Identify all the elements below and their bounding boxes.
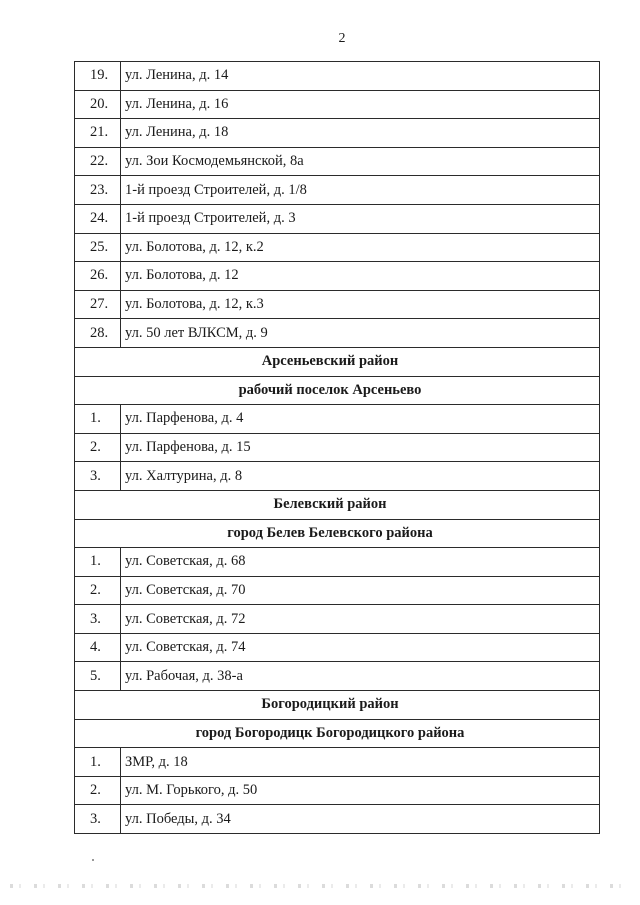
scan-speck <box>92 859 94 861</box>
address-cell: ул. Парфенова, д. 15 <box>121 433 600 462</box>
address-cell: ул. Зои Космодемьянской, 8а <box>121 147 600 176</box>
row-number: 1. <box>75 748 121 777</box>
row-number: 2. <box>75 776 121 805</box>
section-heading: Арсеньевский район <box>75 347 600 376</box>
table-row <box>75 576 600 605</box>
address-cell: ул. Рабочая, д. 38-а <box>121 662 600 691</box>
address-cell: ул. М. Горького, д. 50 <box>121 776 600 805</box>
table-row <box>75 605 600 634</box>
table-row <box>75 805 600 834</box>
row-number: 2. <box>75 433 121 462</box>
row-number: 3. <box>75 805 121 834</box>
table-row <box>75 433 600 462</box>
address-cell: ул. Парфенова, д. 4 <box>121 405 600 434</box>
section-heading-row <box>75 347 600 376</box>
table-row <box>75 776 600 805</box>
row-number: 27. <box>75 290 121 319</box>
row-number: 5. <box>75 662 121 691</box>
section-heading-row <box>75 519 600 548</box>
row-number: 4. <box>75 633 121 662</box>
table-row <box>75 662 600 691</box>
row-number: 23. <box>75 176 121 205</box>
table-row <box>75 176 600 205</box>
section-heading-row <box>75 719 600 748</box>
table-row <box>75 62 600 91</box>
row-number: 21. <box>75 119 121 148</box>
table-row <box>75 262 600 291</box>
row-number: 3. <box>75 605 121 634</box>
row-number: 28. <box>75 319 121 348</box>
address-cell: ул. Болотова, д. 12, к.3 <box>121 290 600 319</box>
section-heading: Богородицкий район <box>75 691 600 720</box>
address-cell: ул. Болотова, д. 12 <box>121 262 600 291</box>
address-table-body <box>75 62 600 834</box>
row-number: 20. <box>75 90 121 119</box>
table-row <box>75 119 600 148</box>
address-cell: 1-й проезд Строителей, д. 1/8 <box>121 176 600 205</box>
address-cell: ул. Советская, д. 72 <box>121 605 600 634</box>
section-heading: рабочий поселок Арсеньево <box>75 376 600 405</box>
table-row <box>75 462 600 491</box>
table-row <box>75 319 600 348</box>
address-cell: ул. Болотова, д. 12, к.2 <box>121 233 600 262</box>
table-row <box>75 633 600 662</box>
row-number: 3. <box>75 462 121 491</box>
row-number: 2. <box>75 576 121 605</box>
section-heading: Белевский район <box>75 490 600 519</box>
address-cell: ул. Ленина, д. 14 <box>121 62 600 91</box>
row-number: 1. <box>75 405 121 434</box>
row-number: 19. <box>75 62 121 91</box>
page-number: 2 <box>338 31 346 46</box>
section-heading-row <box>75 691 600 720</box>
row-number: 26. <box>75 262 121 291</box>
table-row <box>75 90 600 119</box>
address-cell: ул. Победы, д. 34 <box>121 805 600 834</box>
address-table <box>74 61 600 834</box>
address-cell: ул. Ленина, д. 18 <box>121 119 600 148</box>
row-number: 1. <box>75 548 121 577</box>
section-heading-row <box>75 376 600 405</box>
section-heading: город Белев Белевского района <box>75 519 600 548</box>
address-cell: ул. 50 лет ВЛКСМ, д. 9 <box>121 319 600 348</box>
scan-noise-strip <box>10 884 630 888</box>
table-row <box>75 405 600 434</box>
address-cell: ул. Советская, д. 68 <box>121 548 600 577</box>
table-row <box>75 204 600 233</box>
address-cell: ЗМР, д. 18 <box>121 748 600 777</box>
table-row <box>75 233 600 262</box>
section-heading: город Богородицк Богородицкого района <box>75 719 600 748</box>
table-row <box>75 147 600 176</box>
table-row <box>75 748 600 777</box>
address-cell: ул. Ленина, д. 16 <box>121 90 600 119</box>
row-number: 24. <box>75 204 121 233</box>
address-cell: 1-й проезд Строителей, д. 3 <box>121 204 600 233</box>
table-row <box>75 548 600 577</box>
address-cell: ул. Халтурина, д. 8 <box>121 462 600 491</box>
row-number: 25. <box>75 233 121 262</box>
address-cell: ул. Советская, д. 74 <box>121 633 600 662</box>
table-row <box>75 290 600 319</box>
address-cell: ул. Советская, д. 70 <box>121 576 600 605</box>
row-number: 22. <box>75 147 121 176</box>
section-heading-row <box>75 490 600 519</box>
